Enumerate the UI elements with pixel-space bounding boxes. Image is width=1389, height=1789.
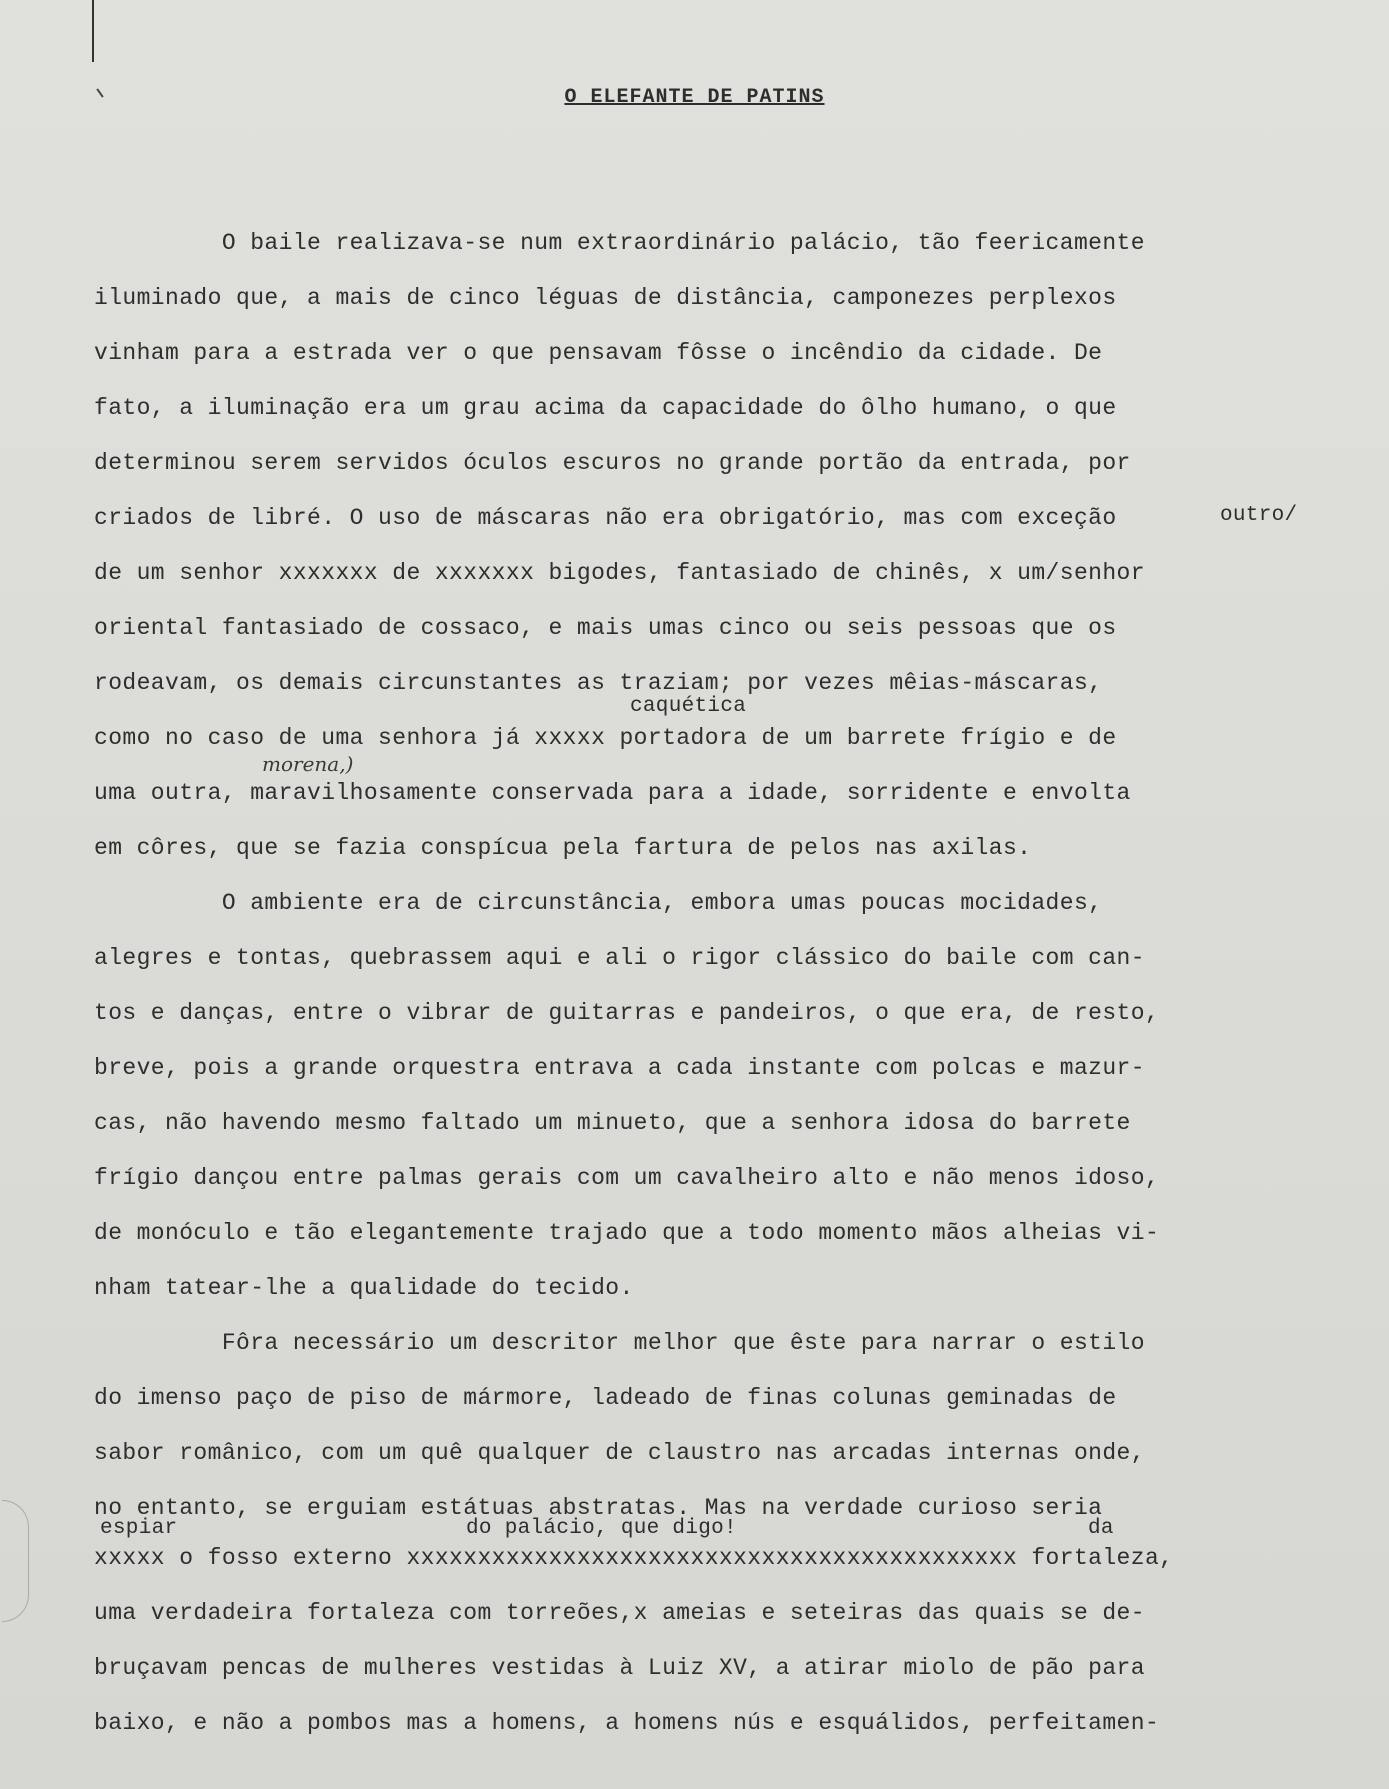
text-line: oriental fantasiado de cossaco, e mais umas cinco ou seis pessoas que os: [94, 615, 1117, 641]
text-line: em côres, que se fazia conspícua pela fartura de pelos nas axilas.: [94, 835, 1032, 861]
text-line: O baile realizava-se num extraordinário palácio, tão feericamente: [94, 230, 1145, 256]
edge-stamp: [2, 1500, 29, 1622]
text-line: determinou serem servidos óculos escuros no grande portão da entrada, por: [94, 450, 1131, 476]
text-line: de monóculo e tão elegantemente trajado que a todo momento mãos alheias vi-: [94, 1220, 1160, 1246]
insertion-caquetica: caquética: [630, 695, 747, 718]
text-line: breve, pois a grande orquestra entrava a cada instante com polcas e mazur-: [94, 1055, 1145, 1081]
text-line: fato, a iluminação era um grau acima da capacidade do ôlho humano, o que: [94, 395, 1117, 421]
text-line: alegres e tontas, quebrassem aqui e ali o rigor clássico do baile com can-: [94, 945, 1145, 971]
insertion-espiar: espiar: [100, 1517, 178, 1540]
text-line: uma outra, maravilhosamente conservada para a idade, sorridente e envolta: [94, 780, 1131, 806]
text-line: xxxxx o fosso externo xxxxxxxxxxxxxxxxxxxxxxxxxxxxxxxxxxxxxxxxxxx fortaleza,: [94, 1545, 1174, 1571]
text-line: frígio dançou entre palmas gerais com um cavalheiro alto e não menos idoso,: [94, 1165, 1160, 1191]
text-line: no entanto, se erguiam estátuas abstratas. Mas na verdade curioso seria: [94, 1495, 1103, 1521]
text-line: bruçavam pencas de mulheres vestidas à Luiz XV, a atirar miolo de pão para: [94, 1655, 1145, 1681]
text-line: do imenso paço de piso de mármore, ladeado de finas colunas geminadas de: [94, 1385, 1117, 1411]
text-line: O ambiente era de circunstância, embora umas poucas mocidades,: [94, 890, 1103, 916]
text-line: criados de libré. O uso de máscaras não era obrigatório, mas com exceção: [94, 505, 1117, 531]
text-line: de um senhor xxxxxxx de xxxxxxx bigodes, fantasiado de chinês, x um/senhor: [94, 560, 1145, 586]
text-line: tos e danças, entre o vibrar de guitarras e pandeiros, o que era, de resto,: [94, 1000, 1160, 1026]
text-line: cas, não havendo mesmo faltado um minueto, que a senhora idosa do barrete: [94, 1110, 1131, 1136]
document-title: O ELEFANTE DE PATINS: [564, 86, 825, 109]
text-line: nham tatear-lhe a qualidade do tecido.: [94, 1275, 634, 1301]
text-line: rodeavam, os demais circunstantes as traziam; por vezes mêias-máscaras,: [94, 670, 1103, 696]
insertion-outro: outro/: [1220, 504, 1298, 527]
text-line: sabor românico, com um quê qualquer de claustro nas arcadas internas onde,: [94, 1440, 1145, 1466]
text-line: Fôra necessário um descritor melhor que êste para narrar o estilo: [94, 1330, 1145, 1356]
text-line: como no caso de uma senhora já xxxxx portadora de um barrete frígio e de: [94, 725, 1117, 751]
text-line: baixo, e não a pombos mas a homens, a homens nús e esquálidos, perfeitamen-: [94, 1710, 1160, 1736]
text-line: uma verdadeira fortaleza com torreões,x ameias e seteiras das quais se de-: [94, 1600, 1145, 1626]
handwritten-morena: morena,): [262, 752, 354, 776]
text-line: vinham para a estrada ver o que pensavam fôsse o incêndio da cidade. De: [94, 340, 1103, 366]
insertion-da: da: [1088, 1517, 1114, 1540]
text-line: iluminado que, a mais de cinco léguas de distância, camponezes perplexos: [94, 285, 1117, 311]
margin-mark: [92, 0, 94, 62]
insertion-palacio: do palácio, que digo!: [466, 1517, 737, 1540]
